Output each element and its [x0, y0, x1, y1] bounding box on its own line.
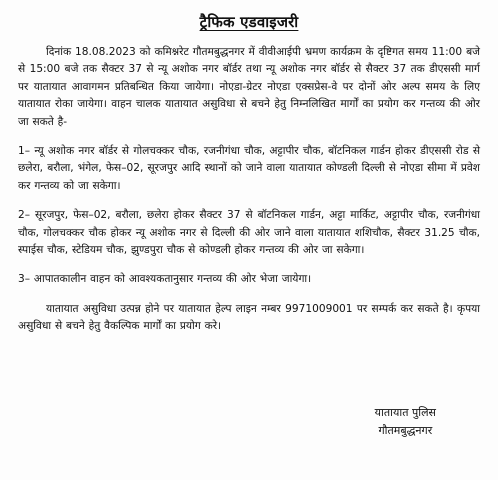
intro-paragraph: दिनांक 18.08.2023 को कमिश्नरेट गौतमबुद्धनगर में वीवीआईपी भ्रमण कार्यक्रम के दृष्टिगत समय 11:00 बजे से 15:00 बजे तक सैक्टर 37 से न्यू अशोक नगर बॉर्डर तथा न्यू अशोक नगर बॉर्डर से सैक्टर 37 तक डीएससी मार्ग पर यातायात आवागमन प्रतिबन्धित किया जायेगा। नोएडा-ग्रेटर नोएडा एक्सप्रेस-वे पर दोनों ओर अल्प समय के लिए यातायात रोका जायेगा। वाहन चालक यातायात असुविधा से बचने हेतु निम्नलिखित मार्गों का प्रयोग कर गन्तव्य की ओर जा सकते है-	[18, 46, 480, 128]
helpline-paragraph: यातायात असुविधा उत्पन्न होने पर यातायात हेल्प लाइन नम्बर 9971009001 पर सम्पर्क कर सकते है। कृपया असुविधा से बचने हेतु वैकल्पिक मार्गों का प्रयोग करे।	[18, 302, 480, 333]
signature-line-2: गौतमबुद्धनगर	[378, 424, 433, 437]
route-3-paragraph: 3– आपातकालीन वाहन को आवश्यकतानुसार गन्तव्य की ओर भेजा जायेगा।	[18, 273, 312, 286]
title-wrap	[18, 12, 480, 32]
signature-block	[375, 404, 436, 440]
route-2-paragraph: 2– सूरजपुर, फेस–02, बरौला, छलेरा होकर सैक्टर 37 से बॉटनिकल गार्डन, अट्टा मार्किट, अट्टापीर चौक, रजनीगंधा चौक, गोलचक्कर चौक होकर न्यू अशोक नगर से दिल्ली की ओर जाने वाला यातायात शशिचौक, सैक्टर 31.25 चौक, स्पाईस चौक, स्टेडियम चौक, झुण्डपुरा चौक से कोण्डली होकर गन्तव्य की ओर जा सकेगा।	[18, 209, 480, 257]
route-1-paragraph: 1– न्यू अशोक नगर बॉर्डर से गोलचक्कर चौक, रजनीगंधा चौक, अट्टापीर चौक, बॉटनिकल गार्डन होकर डीएससी रोड से छलेरा, बरौला, भंगेल, फेस–02, सूरजपुर आदि स्थानों को जाने वाला यातायात कोण्डली दिल्ली से नोएडा सीमा में प्रवेश कर गन्तव्य को जा सकेगा।	[18, 145, 480, 192]
signature-line-1: यातायात पुलिस	[374, 406, 436, 419]
document-title: ट्रैफिक एडवाइजरी	[199, 13, 299, 31]
